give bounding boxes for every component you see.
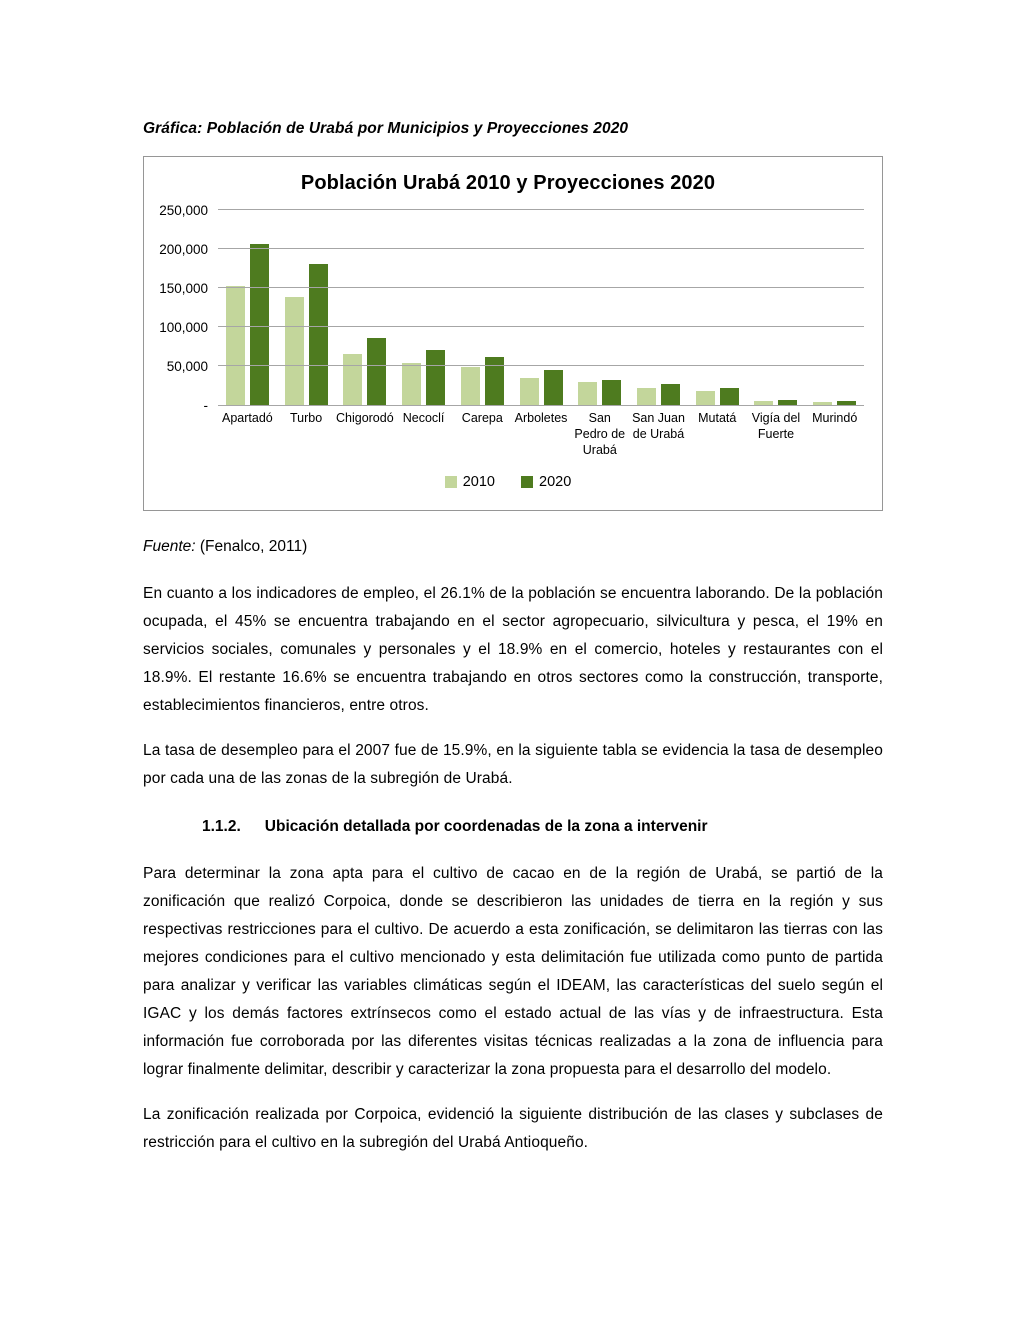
x-tick-label: Chigorodó bbox=[335, 411, 394, 425]
gridline bbox=[218, 326, 864, 327]
legend-label: 2020 bbox=[539, 474, 572, 490]
x-tick-label: Turbo bbox=[290, 411, 323, 425]
bar-group-Necoclí bbox=[394, 211, 453, 405]
bar-group-Murindó bbox=[805, 211, 864, 405]
legend-item-2020 bbox=[521, 474, 571, 490]
section-number: 1.1.2. bbox=[202, 818, 241, 835]
bar-2020 bbox=[837, 401, 856, 405]
bar-group-San Juan de Urabá bbox=[629, 211, 688, 405]
bar-2020 bbox=[367, 338, 386, 405]
bar-group-Arboletes bbox=[512, 211, 571, 405]
plot-grid bbox=[218, 211, 864, 406]
section-heading bbox=[143, 818, 883, 836]
x-tick-label: Murindó bbox=[812, 411, 858, 425]
bar-2020 bbox=[485, 357, 504, 405]
bar-group-Chigorodó bbox=[335, 211, 394, 405]
x-tick-label: Arboletes bbox=[514, 411, 568, 425]
source-label: Fuente: bbox=[143, 538, 196, 555]
legend-label: 2010 bbox=[462, 474, 495, 490]
gridline bbox=[218, 248, 864, 249]
bar-group-Vigía del Fuerte bbox=[747, 211, 806, 405]
bar-2020 bbox=[250, 244, 269, 405]
bar-groups bbox=[218, 211, 864, 405]
x-tick-label: Apartadó bbox=[222, 411, 273, 425]
bar-2010 bbox=[520, 378, 539, 405]
bar-2020 bbox=[661, 384, 680, 405]
figure-caption: Gráfica: Población de Urabá por Municipios y Proyecciones 2020 bbox=[143, 120, 629, 137]
x-tick-label: Carepa bbox=[461, 411, 503, 425]
paragraph-employment: En cuanto a los indicadores de empleo, el 26.1% de la población se encuentra laborando. De la población ocupada, el 45% se encuentra trabajando en el sector agropecuario, silvicultura y pesca, el 19% en servicios sociales, comunales y personales y el 18.9% en el comercio, hoteles y restaurantes con el 18.9%. El restante 16.6% se encuentra trabajando en otros sectores como la construcción, transporte, establecimientos financieros, entre otros. bbox=[143, 585, 883, 714]
bar-group-Carepa bbox=[453, 211, 512, 405]
population-bar-chart bbox=[143, 156, 883, 511]
gridline bbox=[218, 365, 864, 366]
legend-swatch-2010 bbox=[445, 476, 457, 488]
y-tick-label: 200,000 bbox=[159, 242, 208, 257]
bar-2010 bbox=[578, 382, 597, 405]
source-line bbox=[143, 538, 883, 556]
y-tick-label: 100,000 bbox=[159, 320, 208, 335]
bar-2010 bbox=[696, 391, 715, 405]
bar-2010 bbox=[637, 388, 656, 405]
bar-group-Apartadó bbox=[218, 211, 277, 405]
x-tick-label: San Pedro de Urabá bbox=[574, 411, 626, 457]
source-text: (Fenalco, 2011) bbox=[199, 538, 308, 555]
bar-2010 bbox=[226, 286, 245, 405]
gridline bbox=[218, 209, 864, 210]
bar-2020 bbox=[309, 264, 328, 405]
bar-2020 bbox=[720, 388, 739, 405]
x-tick-label: Mutatá bbox=[698, 411, 737, 425]
chart-title: Población Urabá 2010 y Proyecciones 2020 bbox=[300, 172, 716, 194]
gridline bbox=[218, 287, 864, 288]
bar-2010 bbox=[402, 363, 421, 405]
x-tick-label: Vigía del Fuerte bbox=[751, 411, 801, 441]
y-tick-label: - bbox=[203, 398, 208, 413]
y-tick-label: 150,000 bbox=[159, 281, 208, 296]
bar-2010 bbox=[285, 297, 304, 405]
bar-2020 bbox=[778, 400, 797, 405]
bar-group-Mutatá bbox=[688, 211, 747, 405]
bar-group-San Pedro de Urabá bbox=[570, 211, 629, 405]
bar-group-Turbo bbox=[277, 211, 336, 405]
x-tick-label: Necoclí bbox=[402, 411, 445, 425]
x-tick-label: San Juan de Urabá bbox=[632, 411, 685, 441]
bar-2020 bbox=[544, 370, 563, 405]
y-axis bbox=[152, 203, 218, 413]
paragraph-zoning: La zonificación realizada por Corpoica, evidenció la siguiente distribución de las clases y subclases de restricción para el cultivo en la subregión del Urabá Antioqueño. bbox=[143, 1106, 883, 1151]
bar-2020 bbox=[426, 350, 445, 405]
bar-2010 bbox=[343, 354, 362, 405]
legend-swatch-2020 bbox=[521, 476, 533, 488]
paragraph-zone: Para determinar la zona apta para el cultivo de cacao en de la región de Urabá, se partió de la zonificación que realizó Corpoica, donde se describieron las unidades de tierra en la región y sus respectivas restricciones para el cultivo. De acuerdo a esta zonificación, se delimitaron las tierras con las mejores condiciones para el cultivo mencionado y esta delimitación fue utilizada como punto de partida para analizar y verificar las variables climáticas según el IDEAM, las características del suelo según el IGAC y los demás factores extrínsecos como el estado actual de las vías y de infraestructura. Esta información fue corroborada por las diferentes visitas técnicas realizadas a la zona de influencia para lograr finalmente delimitar, describir y caracterizar la zona propuesta para el desarrollo del modelo. bbox=[143, 865, 883, 1078]
bar-2020 bbox=[602, 380, 621, 405]
x-axis-labels bbox=[218, 410, 864, 458]
y-tick-label: 250,000 bbox=[159, 203, 208, 218]
paragraph-unemployment: La tasa de desempleo para el 2007 fue de 15.9%, en la siguiente tabla se evidencia la tasa de desempleo por cada una de las zonas de la subregión de Urabá. bbox=[143, 742, 883, 787]
chart-legend bbox=[152, 474, 864, 490]
bar-2010 bbox=[461, 367, 480, 405]
bar-2010 bbox=[813, 402, 832, 405]
chart-plot-area bbox=[152, 203, 864, 413]
legend-item-2010 bbox=[445, 474, 495, 490]
bar-2010 bbox=[754, 401, 773, 405]
y-tick-label: 50,000 bbox=[166, 359, 208, 374]
section-title: Ubicación detallada por coordenadas de la zona a intervenir bbox=[264, 818, 708, 835]
